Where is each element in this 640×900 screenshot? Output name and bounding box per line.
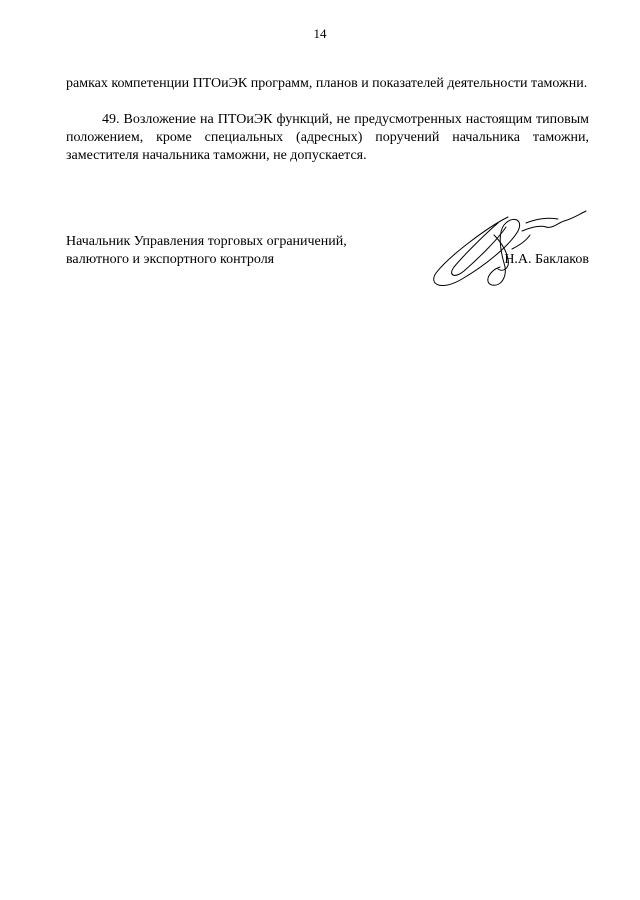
position-line-1: Начальник Управления торговых ограничений, xyxy=(66,234,347,249)
handwritten-signature xyxy=(428,205,590,295)
paragraph-continuation: рамках компетенции ПТОиЭК программ, планов и показателей деятельности таможни. xyxy=(66,76,588,91)
signature-tail xyxy=(526,218,558,223)
signatory-position xyxy=(66,233,347,269)
position-line-2: валютного и экспортного контроля xyxy=(66,252,275,267)
page-number: 14 xyxy=(313,26,327,41)
signer-name: Н.А. Баклаков xyxy=(504,252,589,267)
signature-hook xyxy=(512,235,530,249)
paragraph-49: 49. Возложение на ПТОиЭК функций, не предусмотренных настоящим типовым положением, кроме специальных (адресных) поручений начальника таможни, заместителя начальника таможни, не допускается. xyxy=(66,112,589,163)
